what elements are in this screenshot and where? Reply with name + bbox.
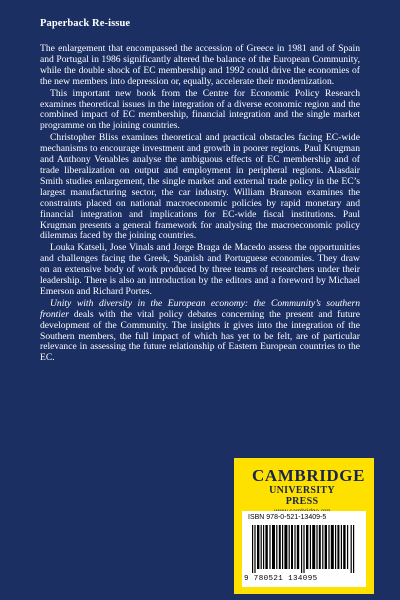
paragraph-5 xyxy=(40,299,360,364)
paragraph-4: Louka Katseli, Jose Vinals and Jorge Braga de Macedo assess the opportunities and challenges facing the Greek, Spanish and Portuguese economies. They draw on an extensive body of work produced by three teams of researchers under their leadership. There is also an introduction by the editors and a foreword by Michael Emerson and Richard Portes. xyxy=(40,242,360,297)
edition-label: Paperback Re-issue xyxy=(40,18,131,29)
isbn-text: ISBN 978-0-521-13409-5 xyxy=(248,514,327,521)
barcode-digits: 9 780521 134095 xyxy=(244,575,318,583)
blurb xyxy=(40,44,360,364)
publisher-panel xyxy=(234,458,374,594)
paragraph-2: This important new book from the Centre for Economic Policy Research examines theoretical issues in the integration of a diverse economic region and the combined impact of EC membership, financial integration and the single market programme on the joining countries. xyxy=(40,87,360,132)
paragraph-1: The enlargement that encompassed the accession of Greece in 1981 and of Spain and Portugal in 1986 significantly altered the balance of the European Community, while the double shock of EC membership and 1992 could drive the economies of the new members into depression or, equally, accelerate their modernization. xyxy=(40,43,360,87)
barcode-box xyxy=(242,511,366,587)
publisher-logo xyxy=(252,466,366,516)
publisher-name: CAMBRIDGE xyxy=(252,466,366,485)
paragraph-5-text: deals with the vital policy debates concerning the present and future development of the Community. The insights it gives into the integration of the Southern members, the full impact of which has yet to be felt, are of particular relevance in assessing the future relationship of Eastern European countries to the EC. xyxy=(40,308,360,364)
book-title: Unity with diversity in the European economy: the Community’s southern frontier xyxy=(40,297,360,320)
barcode-icon xyxy=(252,525,356,573)
publisher-press: UNIVERSITY PRESS xyxy=(269,485,335,507)
paragraph-3: Christopher Bliss examines theoretical and practical obstacles facing EC-wide mechanisms to encourage investment and growth in poorer regions. Paul Krugman and Anthony Venables analyse the ambiguous effects of EC membership and of trade liberalization on output and employment in peripheral regions. Alasdair Smith studies enlargement, the single market and external trade policy in the EC’s largest manufacturing sector, the car industry. William Branson examines the constraints placed on national macroeconomic policies by rapid monetary and financial integration and implications for EC-wide fiscal institutions. Paul Krugman presents a general framework for analysing the macroeconomic policy dilemmas faced by the joining countries. xyxy=(40,132,360,242)
